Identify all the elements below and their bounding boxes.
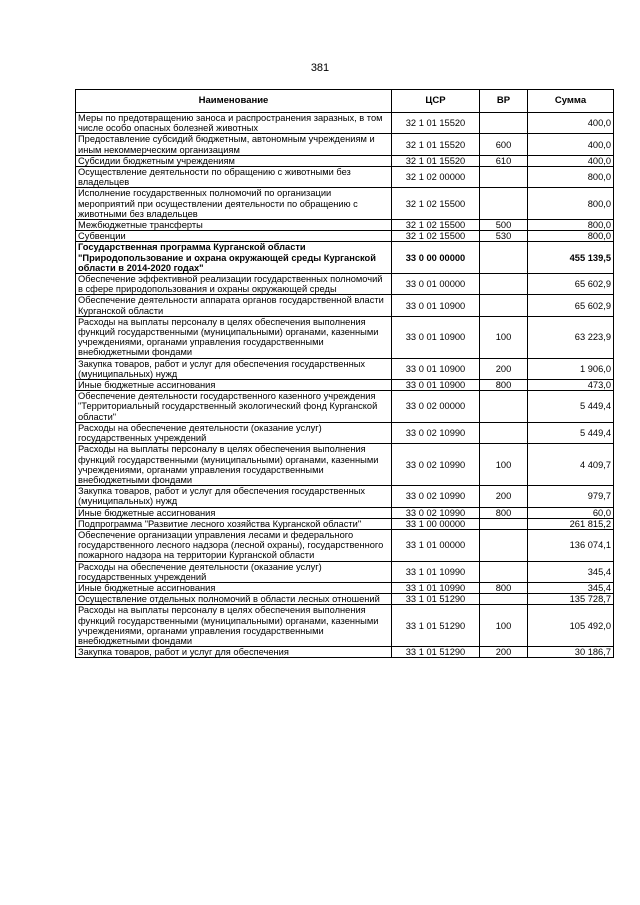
table-row — [76, 518, 614, 529]
row-sum: 30 186,7 — [528, 647, 614, 658]
table-row — [76, 507, 614, 518]
table-row — [76, 380, 614, 391]
row-sum: 60,0 — [528, 507, 614, 518]
row-vr — [480, 422, 528, 443]
header-vr: ВР — [480, 90, 528, 113]
row-csr: 33 0 01 10900 — [392, 358, 480, 379]
row-csr: 33 1 01 10990 — [392, 561, 480, 582]
table-row — [76, 134, 614, 155]
row-name: Расходы на выплаты персоналу в целях обеспечения выполнения функций государственными (муниципальными) органами, казенными учреждениями, органами управления государственными внебюджетными фондами — [76, 316, 392, 358]
row-vr: 100 — [480, 605, 528, 647]
row-vr: 800 — [480, 380, 528, 391]
row-sum: 65 602,9 — [528, 274, 614, 295]
row-name: Подпрограмма "Развитие лесного хозяйства Курганской области" — [76, 518, 392, 529]
row-sum: 400,0 — [528, 134, 614, 155]
row-csr: 33 0 01 10900 — [392, 316, 480, 358]
row-vr — [480, 274, 528, 295]
row-csr: 33 0 00 00000 — [392, 242, 480, 274]
table-row — [76, 113, 614, 134]
row-csr: 32 1 01 15520 — [392, 113, 480, 134]
row-vr: 600 — [480, 134, 528, 155]
row-sum: 63 223,9 — [528, 316, 614, 358]
row-csr: 33 0 02 10990 — [392, 486, 480, 507]
row-sum: 400,0 — [528, 113, 614, 134]
row-sum: 4 409,7 — [528, 444, 614, 486]
table-row — [76, 295, 614, 316]
table-row — [76, 647, 614, 658]
row-vr — [480, 242, 528, 274]
table-row — [76, 391, 614, 423]
table-row — [76, 422, 614, 443]
row-name: Обеспечение деятельности аппарата органов государственной власти Курганской области — [76, 295, 392, 316]
table-row — [76, 605, 614, 647]
row-csr: 32 1 02 15500 — [392, 220, 480, 231]
row-name: Предоставление субсидий бюджетным, автономным учреждениям и иным некоммерческим организациям — [76, 134, 392, 155]
row-sum: 455 139,5 — [528, 242, 614, 274]
table-row — [76, 582, 614, 593]
table-row — [76, 220, 614, 231]
row-name: Иные бюджетные ассигнования — [76, 380, 392, 391]
row-csr: 33 1 01 51290 — [392, 647, 480, 658]
row-vr: 100 — [480, 444, 528, 486]
row-sum: 473,0 — [528, 380, 614, 391]
row-csr: 33 0 01 10900 — [392, 380, 480, 391]
row-vr — [480, 113, 528, 134]
row-csr: 32 1 01 15520 — [392, 134, 480, 155]
row-sum: 136 074,1 — [528, 529, 614, 561]
table-row — [76, 529, 614, 561]
row-name: Меры по предотвращению заноса и распространения заразных, в том числе особо опасных болезней животных — [76, 113, 392, 134]
row-sum: 5 449,4 — [528, 391, 614, 423]
header-name: Наименование — [76, 90, 392, 113]
header-sum: Сумма — [528, 90, 614, 113]
table-row — [76, 444, 614, 486]
row-vr: 800 — [480, 507, 528, 518]
row-sum: 800,0 — [528, 167, 614, 188]
row-name: Осуществление деятельности по обращению с животными без владельцев — [76, 167, 392, 188]
row-vr: 800 — [480, 582, 528, 593]
table-row — [76, 561, 614, 582]
row-vr — [480, 518, 528, 529]
row-csr: 33 0 02 10990 — [392, 507, 480, 518]
row-vr — [480, 188, 528, 220]
row-vr — [480, 295, 528, 316]
table-row — [76, 155, 614, 166]
row-name: Субсидии бюджетным учреждениям — [76, 155, 392, 166]
table-row — [76, 231, 614, 242]
row-vr: 100 — [480, 316, 528, 358]
row-sum: 345,4 — [528, 561, 614, 582]
table-row — [76, 242, 614, 274]
row-name: Иные бюджетные ассигнования — [76, 507, 392, 518]
row-csr: 33 1 01 10990 — [392, 582, 480, 593]
row-sum: 800,0 — [528, 188, 614, 220]
row-name: Осуществление отдельных полномочий в области лесных отношений — [76, 594, 392, 605]
row-csr: 32 1 02 15500 — [392, 188, 480, 220]
row-vr — [480, 391, 528, 423]
row-name: Закупка товаров, работ и услуг для обеспечения — [76, 647, 392, 658]
row-name: Исполнение государственных полномочий по организации мероприятий при осуществлении деятельности по обращению с животными без владельцев — [76, 188, 392, 220]
row-sum: 800,0 — [528, 220, 614, 231]
row-vr: 500 — [480, 220, 528, 231]
table-row — [76, 274, 614, 295]
row-sum: 65 602,9 — [528, 295, 614, 316]
row-name: Иные бюджетные ассигнования — [76, 582, 392, 593]
table-row — [76, 167, 614, 188]
row-csr: 33 0 01 10900 — [392, 295, 480, 316]
row-vr — [480, 529, 528, 561]
row-csr: 33 1 01 51290 — [392, 605, 480, 647]
table-header-row — [76, 90, 614, 113]
row-sum: 345,4 — [528, 582, 614, 593]
row-csr: 32 1 02 00000 — [392, 167, 480, 188]
row-vr: 530 — [480, 231, 528, 242]
table-row — [76, 316, 614, 358]
budget-table — [75, 89, 614, 658]
row-csr: 33 0 02 10990 — [392, 444, 480, 486]
table-row — [76, 358, 614, 379]
row-vr — [480, 167, 528, 188]
row-csr: 33 1 01 00000 — [392, 529, 480, 561]
row-sum: 800,0 — [528, 231, 614, 242]
row-name: Обеспечение эффективной реализации государственных полномочий в сфере природопользования и охраны окружающей среды — [76, 274, 392, 295]
page-number: 381 — [310, 62, 330, 74]
row-sum: 261 815,2 — [528, 518, 614, 529]
row-name: Межбюджетные трансферты — [76, 220, 392, 231]
row-vr — [480, 594, 528, 605]
row-name: Обеспечение организации управления лесами и федерального государственного лесного надзора (лесной охраны), государственного пожарного надзора на территории Курганской области — [76, 529, 392, 561]
row-vr: 200 — [480, 358, 528, 379]
row-name: Расходы на выплаты персоналу в целях обеспечения выполнения функций государственными (муниципальными) органами, казенными учреждениями, органами управления государственными внебюджетными фондами — [76, 444, 392, 486]
row-vr: 200 — [480, 486, 528, 507]
row-name: Расходы на выплаты персоналу в целях обеспечения выполнения функций государственными (муниципальными) органами, казенными учреждениями, органами управления государственными внебюджетными фондами — [76, 605, 392, 647]
row-sum: 400,0 — [528, 155, 614, 166]
row-csr: 32 1 01 15520 — [392, 155, 480, 166]
table-row — [76, 486, 614, 507]
row-csr: 33 0 02 00000 — [392, 391, 480, 423]
row-name: Государственная программа Курганской области "Природопользование и охрана окружающей среды Курганской области в 2014-2020 годах" — [76, 242, 392, 274]
row-csr: 33 1 00 00000 — [392, 518, 480, 529]
row-sum: 135 728,7 — [528, 594, 614, 605]
row-sum: 1 906,0 — [528, 358, 614, 379]
row-csr: 33 0 01 00000 — [392, 274, 480, 295]
row-name: Расходы на обеспечение деятельности (оказание услуг) государственных учреждений — [76, 561, 392, 582]
row-csr: 33 1 01 51290 — [392, 594, 480, 605]
row-sum: 105 492,0 — [528, 605, 614, 647]
row-sum: 979,7 — [528, 486, 614, 507]
row-name: Субвенции — [76, 231, 392, 242]
row-csr: 32 1 02 15500 — [392, 231, 480, 242]
row-csr: 33 0 02 10990 — [392, 422, 480, 443]
table-row — [76, 594, 614, 605]
row-vr: 200 — [480, 647, 528, 658]
row-name: Обеспечение деятельности государственного казенного учреждения "Территориальный государственный экологический фонд Курганской области" — [76, 391, 392, 423]
header-csr: ЦСР — [392, 90, 480, 113]
table-row — [76, 188, 614, 220]
row-name: Закупка товаров, работ и услуг для обеспечения государственных (муниципальных) нужд — [76, 358, 392, 379]
row-name: Закупка товаров, работ и услуг для обеспечения государственных (муниципальных) нужд — [76, 486, 392, 507]
row-vr: 610 — [480, 155, 528, 166]
row-name: Расходы на обеспечение деятельности (оказание услуг) государственных учреждений — [76, 422, 392, 443]
row-vr — [480, 561, 528, 582]
row-sum: 5 449,4 — [528, 422, 614, 443]
